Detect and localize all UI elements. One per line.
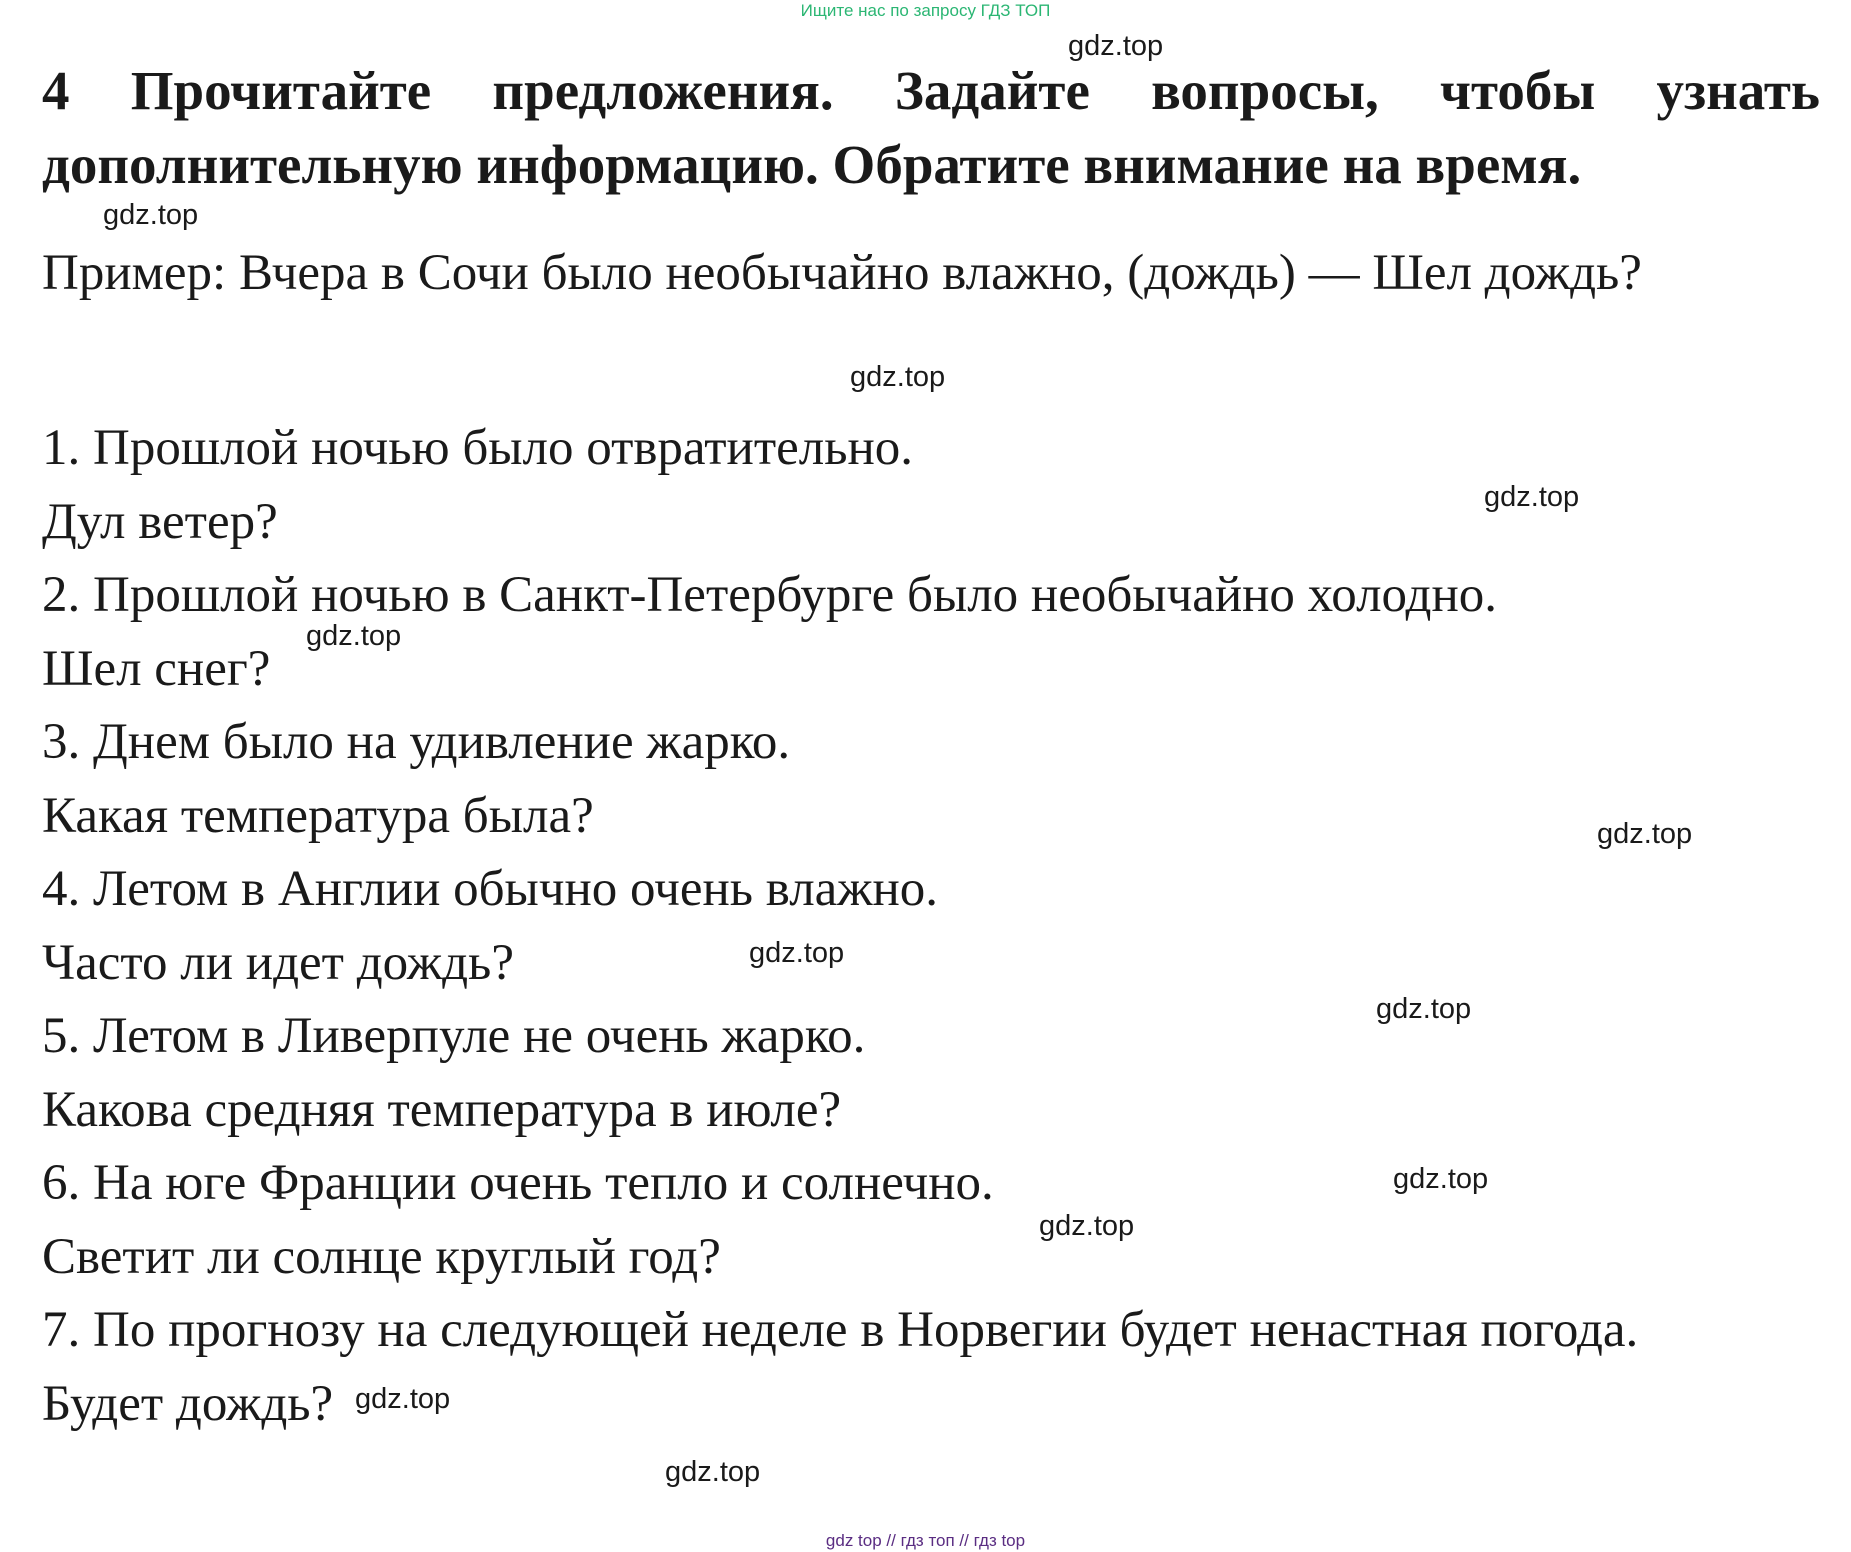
item-7-question: Будет дождь? [42, 1375, 334, 1432]
item-5-sentence: 5. Летом в Ливерпуле не очень жарко. [42, 1008, 866, 1064]
watermark: gdz.top [306, 620, 402, 652]
item-1-question: Дул ветер? [42, 493, 278, 550]
watermark: gdz.top [749, 937, 845, 969]
item-3-question: Какая температура была? [42, 787, 594, 844]
item-5-question: Какова средняя температура в июле? [42, 1081, 842, 1138]
item-4-sentence: 4. Летом в Англии обычно очень влажно. [42, 861, 939, 917]
item-2-question: Шел снег? [42, 640, 271, 697]
exercise-example: Пример: Вчера в Сочи было необычайно влажно, (дождь) — Шел дождь? [42, 245, 1642, 301]
item-4-question: Часто ли идет дождь? [42, 934, 514, 991]
item-6-question: Светит ли солнце круглый год? [42, 1228, 721, 1285]
watermark: gdz.top [1484, 481, 1580, 513]
watermark: gdz.top [1039, 1210, 1135, 1242]
exercise-items [42, 412, 1820, 1441]
item-1-sentence: 1. Прошлой ночью было отвратительно. [42, 420, 914, 476]
bottom-banner: gdz top // гдз топ // гдз top [825, 1531, 1026, 1550]
watermark: gdz.top [1068, 30, 1164, 62]
item-2-sentence: 2. Прошлой ночью в Санкт-Петербурге было необычайно холодно. [42, 567, 1498, 623]
watermark: gdz.top [850, 361, 946, 393]
watermark: gdz.top [1597, 818, 1693, 850]
watermark: gdz.top [1376, 993, 1472, 1025]
item-7-sentence: 7. По прогнозу на следующей неделе в Норвегии будет ненастная погода. [42, 1302, 1639, 1358]
watermark: gdz.top [1393, 1163, 1489, 1195]
top-banner: Ищите нас по запросу ГДЗ ТОП [800, 1, 1051, 20]
exercise-title: 4 Прочитайте предложения. Задайте вопросы, чтобы узнать дополнительную информацию. Обратите внимание на время. [42, 60, 1820, 195]
watermark: gdz.top [665, 1456, 761, 1488]
item-6-sentence: 6. На юге Франции очень тепло и солнечно. [42, 1155, 994, 1211]
watermark: gdz.top [103, 199, 199, 231]
item-3-sentence: 3. Днем было на удивление жарко. [42, 714, 791, 770]
watermark: gdz.top [355, 1383, 451, 1415]
